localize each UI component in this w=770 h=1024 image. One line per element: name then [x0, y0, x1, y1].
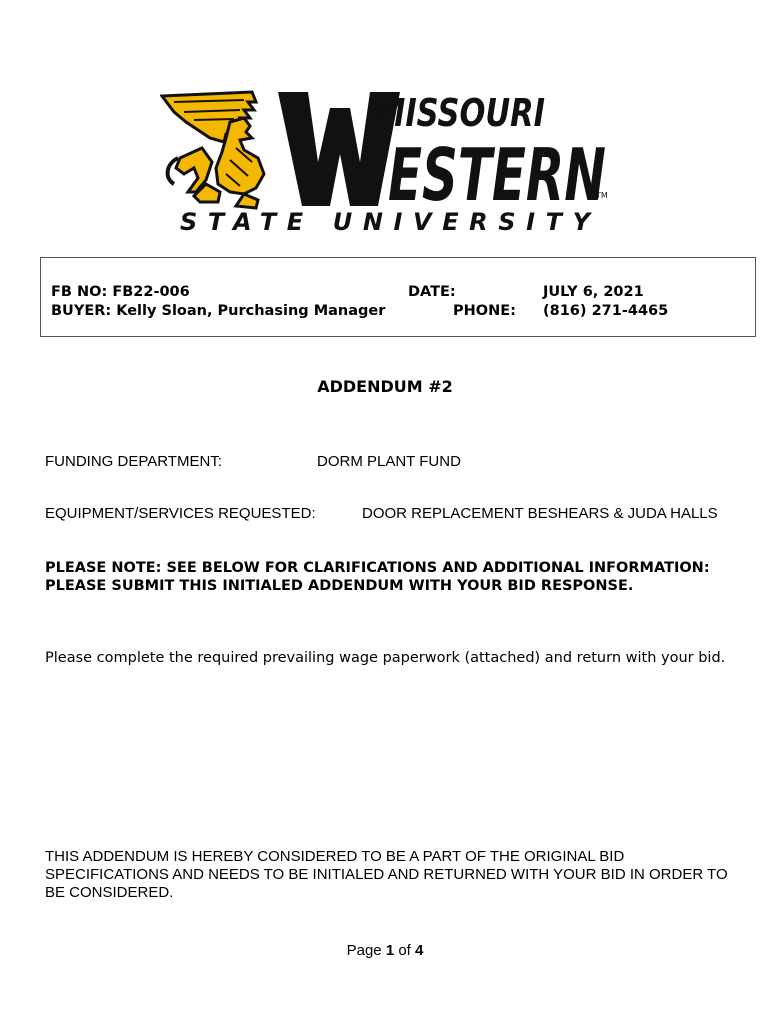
date-value: JULY 6, 2021 [543, 284, 644, 300]
funding-value: DORM PLANT FUND [317, 453, 461, 470]
logo-line-western: ESTERN [388, 133, 606, 217]
phone-label: PHONE: [453, 303, 516, 319]
page-indicator [0, 942, 770, 959]
page-current: 1 [385, 942, 395, 959]
closing-statement: THIS ADDENDUM IS HEREBY CONSIDERED TO BE A PART OF THE ORIGINAL BID SPECIFICATIONS AND NEEDS TO BE INITIALED AND RETURNED WITH YOUR BID IN ORDER TO BE CONSIDERED. [45, 848, 728, 901]
page-of: of [398, 942, 411, 959]
fb-number: FB NO: FB22-006 [51, 284, 190, 300]
page-prefix: Page [346, 942, 382, 959]
page-title: ADDENDUM #2 [317, 377, 453, 396]
date-label: DATE: [408, 284, 456, 300]
phone-value: (816) 271-4465 [543, 303, 669, 319]
griffin-logo-icon [160, 88, 610, 238]
funding-label: FUNDING DEPARTMENT: [45, 453, 222, 470]
logo-line-missouri: MISSOURI [375, 91, 545, 135]
trademark-mark: TM [596, 191, 608, 200]
please-note: PLEASE NOTE: SEE BELOW FOR CLARIFICATIONS AND ADDITIONAL INFORMATION: PLEASE SUBMIT THIS INITIALED ADDENDUM WITH YOUR BID RESPONSE. [45, 560, 710, 594]
equipment-value: DOOR REPLACEMENT BESHEARS & JUDA HALLS [362, 505, 718, 522]
logo-line-state-university: STATE UNIVERSITY [180, 208, 600, 236]
buyer: BUYER: Kelly Sloan, Purchasing Manager [51, 303, 386, 319]
instruction-text: Please complete the required prevailing wage paperwork (attached) and return with your bid. [45, 650, 726, 666]
page-total: 4 [415, 942, 424, 959]
university-logo [160, 88, 610, 238]
equipment-label: EQUIPMENT/SERVICES REQUESTED: [45, 505, 316, 522]
